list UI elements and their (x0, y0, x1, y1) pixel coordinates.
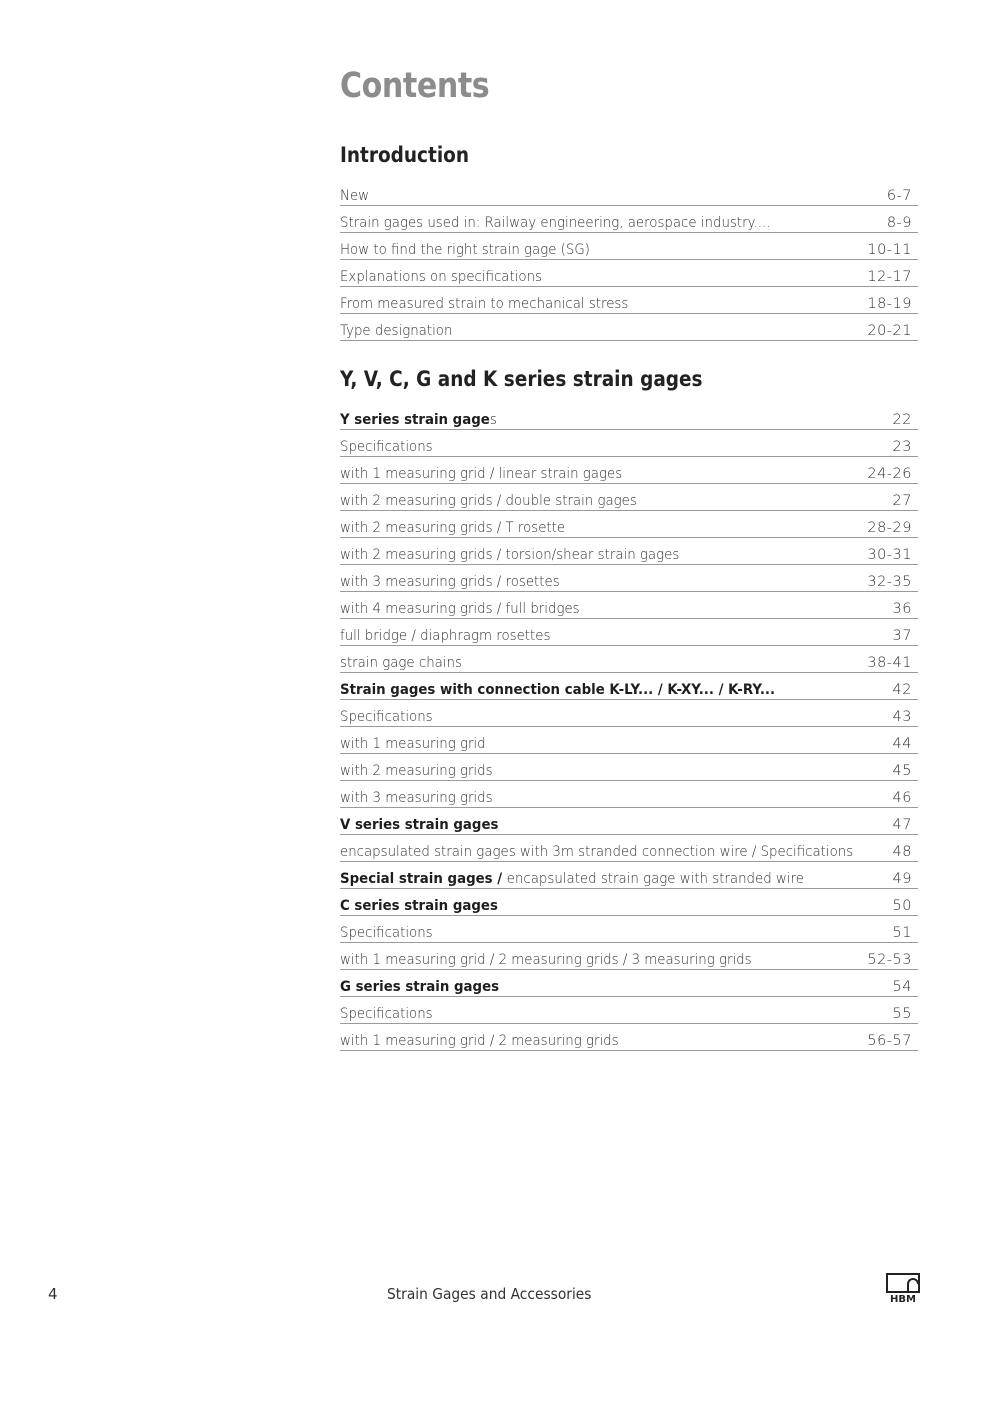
toc-entry-label (340, 466, 622, 482)
toc-entry-label-text: From measured strain to mechanical stress (340, 296, 629, 312)
toc-entry-label-text: New (340, 188, 370, 204)
toc-entry-page: 50 (892, 898, 912, 914)
toc-entry-label-bold: Strain gages with connection cable K-LY... / K-XY... / K-RY... (340, 682, 776, 698)
toc-entry-label-text: with 4 measuring grids / full bridges (340, 601, 580, 617)
toc-entry-label-text: Strain gages used in: Railway engineering, aerospace industry.... (340, 215, 771, 231)
toc-entry-label-bold: Y series strain gage (340, 412, 490, 428)
toc-entry-label-text: with 2 measuring grids / T rosette (340, 520, 566, 536)
toc-entry-page: 18-19 (867, 296, 912, 312)
toc-entry (340, 593, 918, 619)
toc-entry-label (340, 412, 497, 428)
toc-entry-label-text: with 2 measuring grids / torsion/shear strain gages (340, 547, 680, 563)
toc-entry (340, 863, 918, 889)
section-title-strain-gage-series: Y, V, C, G and K series strain gages (340, 367, 703, 391)
toc-list-introduction (340, 180, 918, 342)
toc-entry-label-text: strain gage chains (340, 655, 462, 671)
toc-entry (340, 234, 918, 260)
toc-entry-label (340, 763, 493, 779)
toc-entry (340, 404, 918, 430)
toc-entry (340, 539, 918, 565)
toc-entry-page: 24-26 (867, 466, 912, 482)
toc-entry-page: 32-35 (867, 574, 912, 590)
toc-entry (340, 620, 918, 646)
toc-entry-page: 38-41 (867, 655, 912, 671)
toc-entry-label-text: Type designation (340, 323, 453, 339)
toc-entry-label-text: with 1 measuring grid / 2 measuring grids (340, 1033, 619, 1049)
toc-entry (340, 207, 918, 233)
hbm-logo-text: HBM (890, 1294, 916, 1303)
toc-entry-label-text: with 3 measuring grids / rosettes (340, 574, 560, 590)
toc-entry-label-text: Specifications (340, 439, 433, 455)
toc-entry (340, 458, 918, 484)
toc-entry-label (340, 547, 679, 563)
toc-entry-label (340, 601, 580, 617)
toc-entry-label-text: Explanations on specifications (340, 269, 542, 285)
toc-entry-page: 37 (892, 628, 912, 644)
toc-entry (340, 180, 918, 206)
footer-page-number: 4 (48, 1285, 58, 1303)
toc-entry-label (340, 439, 433, 455)
toc-entry-page: 51 (892, 925, 912, 941)
toc-entry (340, 261, 918, 287)
toc-entry (340, 890, 918, 916)
toc-entry-page: 10-11 (867, 242, 912, 258)
toc-entry (340, 728, 918, 754)
toc-entry-label (340, 215, 771, 231)
toc-entry-label (340, 296, 628, 312)
toc-entry-label (340, 790, 493, 806)
toc-entry-page: 45 (892, 763, 912, 779)
toc-entry (340, 809, 918, 835)
toc-entry-label (340, 323, 452, 339)
toc-entry-label (340, 817, 498, 833)
toc-entry-label (340, 1006, 433, 1022)
toc-entry-label-text: with 3 measuring grids (340, 790, 493, 806)
toc-entry (340, 998, 918, 1024)
toc-entry-page: 22 (892, 412, 912, 428)
toc-entry (340, 755, 918, 781)
toc-entry-page: 48 (892, 844, 912, 860)
toc-entry (340, 647, 918, 673)
toc-entry-page: 36 (892, 601, 912, 617)
toc-entry-page: 20-21 (867, 323, 912, 339)
toc-entry (340, 836, 918, 862)
toc-entry-label (340, 682, 775, 698)
toc-entry (340, 1025, 918, 1051)
toc-entry-page: 52-53 (867, 952, 912, 968)
toc-entry-label (340, 520, 565, 536)
toc-entry-page: 30-31 (867, 547, 912, 563)
toc-entry (340, 944, 918, 970)
toc-entry-label-text: Specifications (340, 709, 433, 725)
toc-entry-label (340, 242, 590, 258)
toc-entry (340, 485, 918, 511)
toc-entry-page: 42 (892, 682, 912, 698)
toc-entry-label (340, 871, 804, 887)
toc-entry-label-text: with 2 measuring grids (340, 763, 493, 779)
toc-entry-label (340, 269, 542, 285)
toc-entry-label (340, 574, 560, 590)
toc-entry-label-text: encapsulated strain gage with stranded wire (506, 871, 804, 887)
toc-entry-label-bold: Special strain gages / (340, 871, 507, 887)
toc-entry (340, 315, 918, 341)
toc-entry-label-text: full bridge / diaphragm rosettes (340, 628, 551, 644)
toc-entry-label (340, 709, 433, 725)
toc-entry-page: 54 (892, 979, 912, 995)
page-title: Contents (340, 66, 490, 106)
toc-entry-label (340, 925, 433, 941)
toc-entry-label (340, 493, 637, 509)
toc-entry-label (340, 898, 498, 914)
toc-entry-label-text: with 1 measuring grid / 2 measuring grids / 3 measuring grids (340, 952, 752, 968)
toc-entry-label (340, 1033, 619, 1049)
toc-entry-label (340, 844, 854, 860)
toc-entry (340, 566, 918, 592)
toc-entry-label-text: with 1 measuring grid / linear strain gages (340, 466, 623, 482)
toc-entry-page: 8-9 (886, 215, 912, 231)
toc-entry-page: 46 (892, 790, 912, 806)
toc-entry (340, 782, 918, 808)
section-title-introduction: Introduction (340, 143, 470, 167)
toc-entry (340, 431, 918, 457)
hbm-logo-icon (886, 1273, 920, 1303)
toc-entry-label-text: with 1 measuring grid (340, 736, 486, 752)
toc-entry (340, 917, 918, 943)
toc-entry-label (340, 655, 462, 671)
toc-entry-label (340, 188, 369, 204)
toc-entry-page: 27 (892, 493, 912, 509)
toc-entry (340, 701, 918, 727)
toc-entry-label-text: s (489, 412, 497, 428)
toc-entry-page: 55 (892, 1006, 912, 1022)
toc-entry-page: 12-17 (867, 269, 912, 285)
toc-entry (340, 512, 918, 538)
toc-entry-page: 44 (892, 736, 912, 752)
toc-entry-label-bold: G series strain gages (340, 979, 500, 995)
toc-entry (340, 674, 918, 700)
toc-entry (340, 288, 918, 314)
toc-entry-page: 43 (892, 709, 912, 725)
toc-entry (340, 971, 918, 997)
toc-entry-label (340, 628, 550, 644)
toc-entry-label-text: with 2 measuring grids / double strain gages (340, 493, 637, 509)
toc-entry-label (340, 952, 752, 968)
toc-entry-label-text: How to find the right strain gage (SG) (340, 242, 590, 258)
toc-entry-label (340, 979, 499, 995)
toc-entry-label (340, 736, 486, 752)
toc-list-strain-gage-series (340, 404, 918, 1052)
toc-entry-label-text: Specifications (340, 925, 433, 941)
toc-entry-label-bold: C series strain gages (340, 898, 498, 914)
toc-entry-page: 28-29 (867, 520, 912, 536)
toc-entry-page: 56-57 (867, 1033, 912, 1049)
toc-entry-page: 6-7 (886, 188, 912, 204)
toc-entry-label-text: Specifications (340, 1006, 433, 1022)
toc-entry-label-text: encapsulated strain gages with 3m stranded connection wire / Specifications (340, 844, 854, 860)
toc-entry-page: 23 (892, 439, 912, 455)
toc-entry-page: 47 (892, 817, 912, 833)
toc-entry-label-bold: V series strain gages (340, 817, 499, 833)
toc-entry-page: 49 (892, 871, 912, 887)
footer-title: Strain Gages and Accessories (387, 1285, 592, 1303)
